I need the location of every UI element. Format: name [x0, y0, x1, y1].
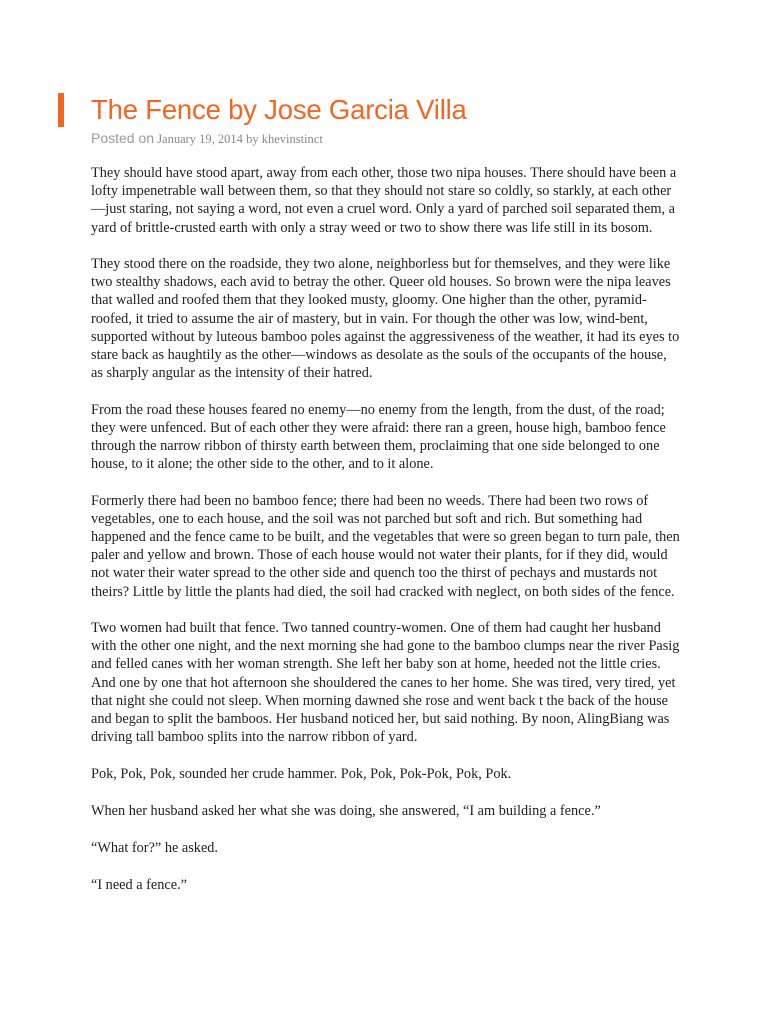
article-title[interactable]: The Fence by Jose Garcia Villa	[91, 94, 467, 125]
title-accent-bar	[58, 93, 64, 127]
paragraph: Formerly there had been no bamboo fence; there had been no weeds. There had been two rows of vegetables, one to each house, and the soil was not parched but soft and rich. But something had happened and the fence came to be built, and the vegetables that were so green began to turn pale, then paler and yellow and brown. Those of each house would not water their plants, for if they did, would not water their water spread to the other side and quench too the thirst of pechays and mustards not theirs? Little by little the plants had died, the soil had cracked with neglect, on both sides of the fence.	[91, 492, 680, 600]
post-author[interactable]: khevinstinct	[261, 132, 323, 146]
by-label: by	[246, 132, 259, 146]
post-meta	[91, 130, 323, 147]
paragraph: “What for?” he asked.	[91, 840, 219, 857]
paragraph: “I need a fence.”	[91, 877, 188, 894]
paragraph: When her husband asked her what she was doing, she answered, “I am building a fence.”	[91, 802, 601, 819]
paragraph: Two women had built that fence. Two tanned country-women. One of them had caught her husband with the other one night, and the next morning she had gone to the bamboo clumps near the river Pasig and felled canes with her woman strength. She left her baby son at home, heeded not the little cries. And one by one that hot afternoon she shouldered the canes to her home. She was tired, very tired, yet that night she could not sleep. When morning dawned she rose and went back t the back of the house and began to split the bamboos. Her husband noticed her, but said nothing. By noon, AlingBiang was driving tall bamboo splits into the narrow ribbon of yard.	[91, 620, 680, 746]
paragraph: Pok, Pok, Pok, sounded her crude hammer. Pok, Pok, Pok-Pok, Pok, Pok.	[91, 765, 512, 782]
post-date[interactable]: January 19, 2014	[157, 132, 243, 146]
paragraph: They stood there on the roadside, they two alone, neighborless but for themselves, and they were like two stealthy shadows, each avid to betray the other. Queer old houses. So brown were the nipa leaves that walled and roofed them that they looked musty, gloomy. One higher than the other, pyramid-roofed, it tried to assume the air of mastery, but in vain. For though the other was low, wind-bent, supported without by luteous bamboo poles against the aggressiveness of the weather, it had its eyes to stare back as haughtily as the other—windows as desolate as the souls of the occupants of the house, as sharply angular as the intensity of their hatred.	[91, 256, 680, 382]
paragraph: They should have stood apart, away from each other, those two nipa houses. There should have been a lofty impenetrable wall between them, so that they should not stare so coldly, so starkly, at each other—just staring, not saying a word, not even a cruel word. Only a yard of parched soil separated them, a yard of brittle-crusted earth with only a stray weed or two to show there was life still in its bosom.	[91, 165, 677, 236]
article-body	[91, 164, 681, 913]
posted-on-label: Posted on	[91, 130, 155, 146]
paragraph: From the road these houses feared no enemy—no enemy from the length, from the dust, of the road; they were unfenced. But of each other they were afraid: there ran a green, house high, bamboo fence through the narrow ribbon of thirsty earth between them, proclaiming that one side belonged to one house, to it alone; the other side to the other, and to it alone.	[91, 401, 666, 473]
